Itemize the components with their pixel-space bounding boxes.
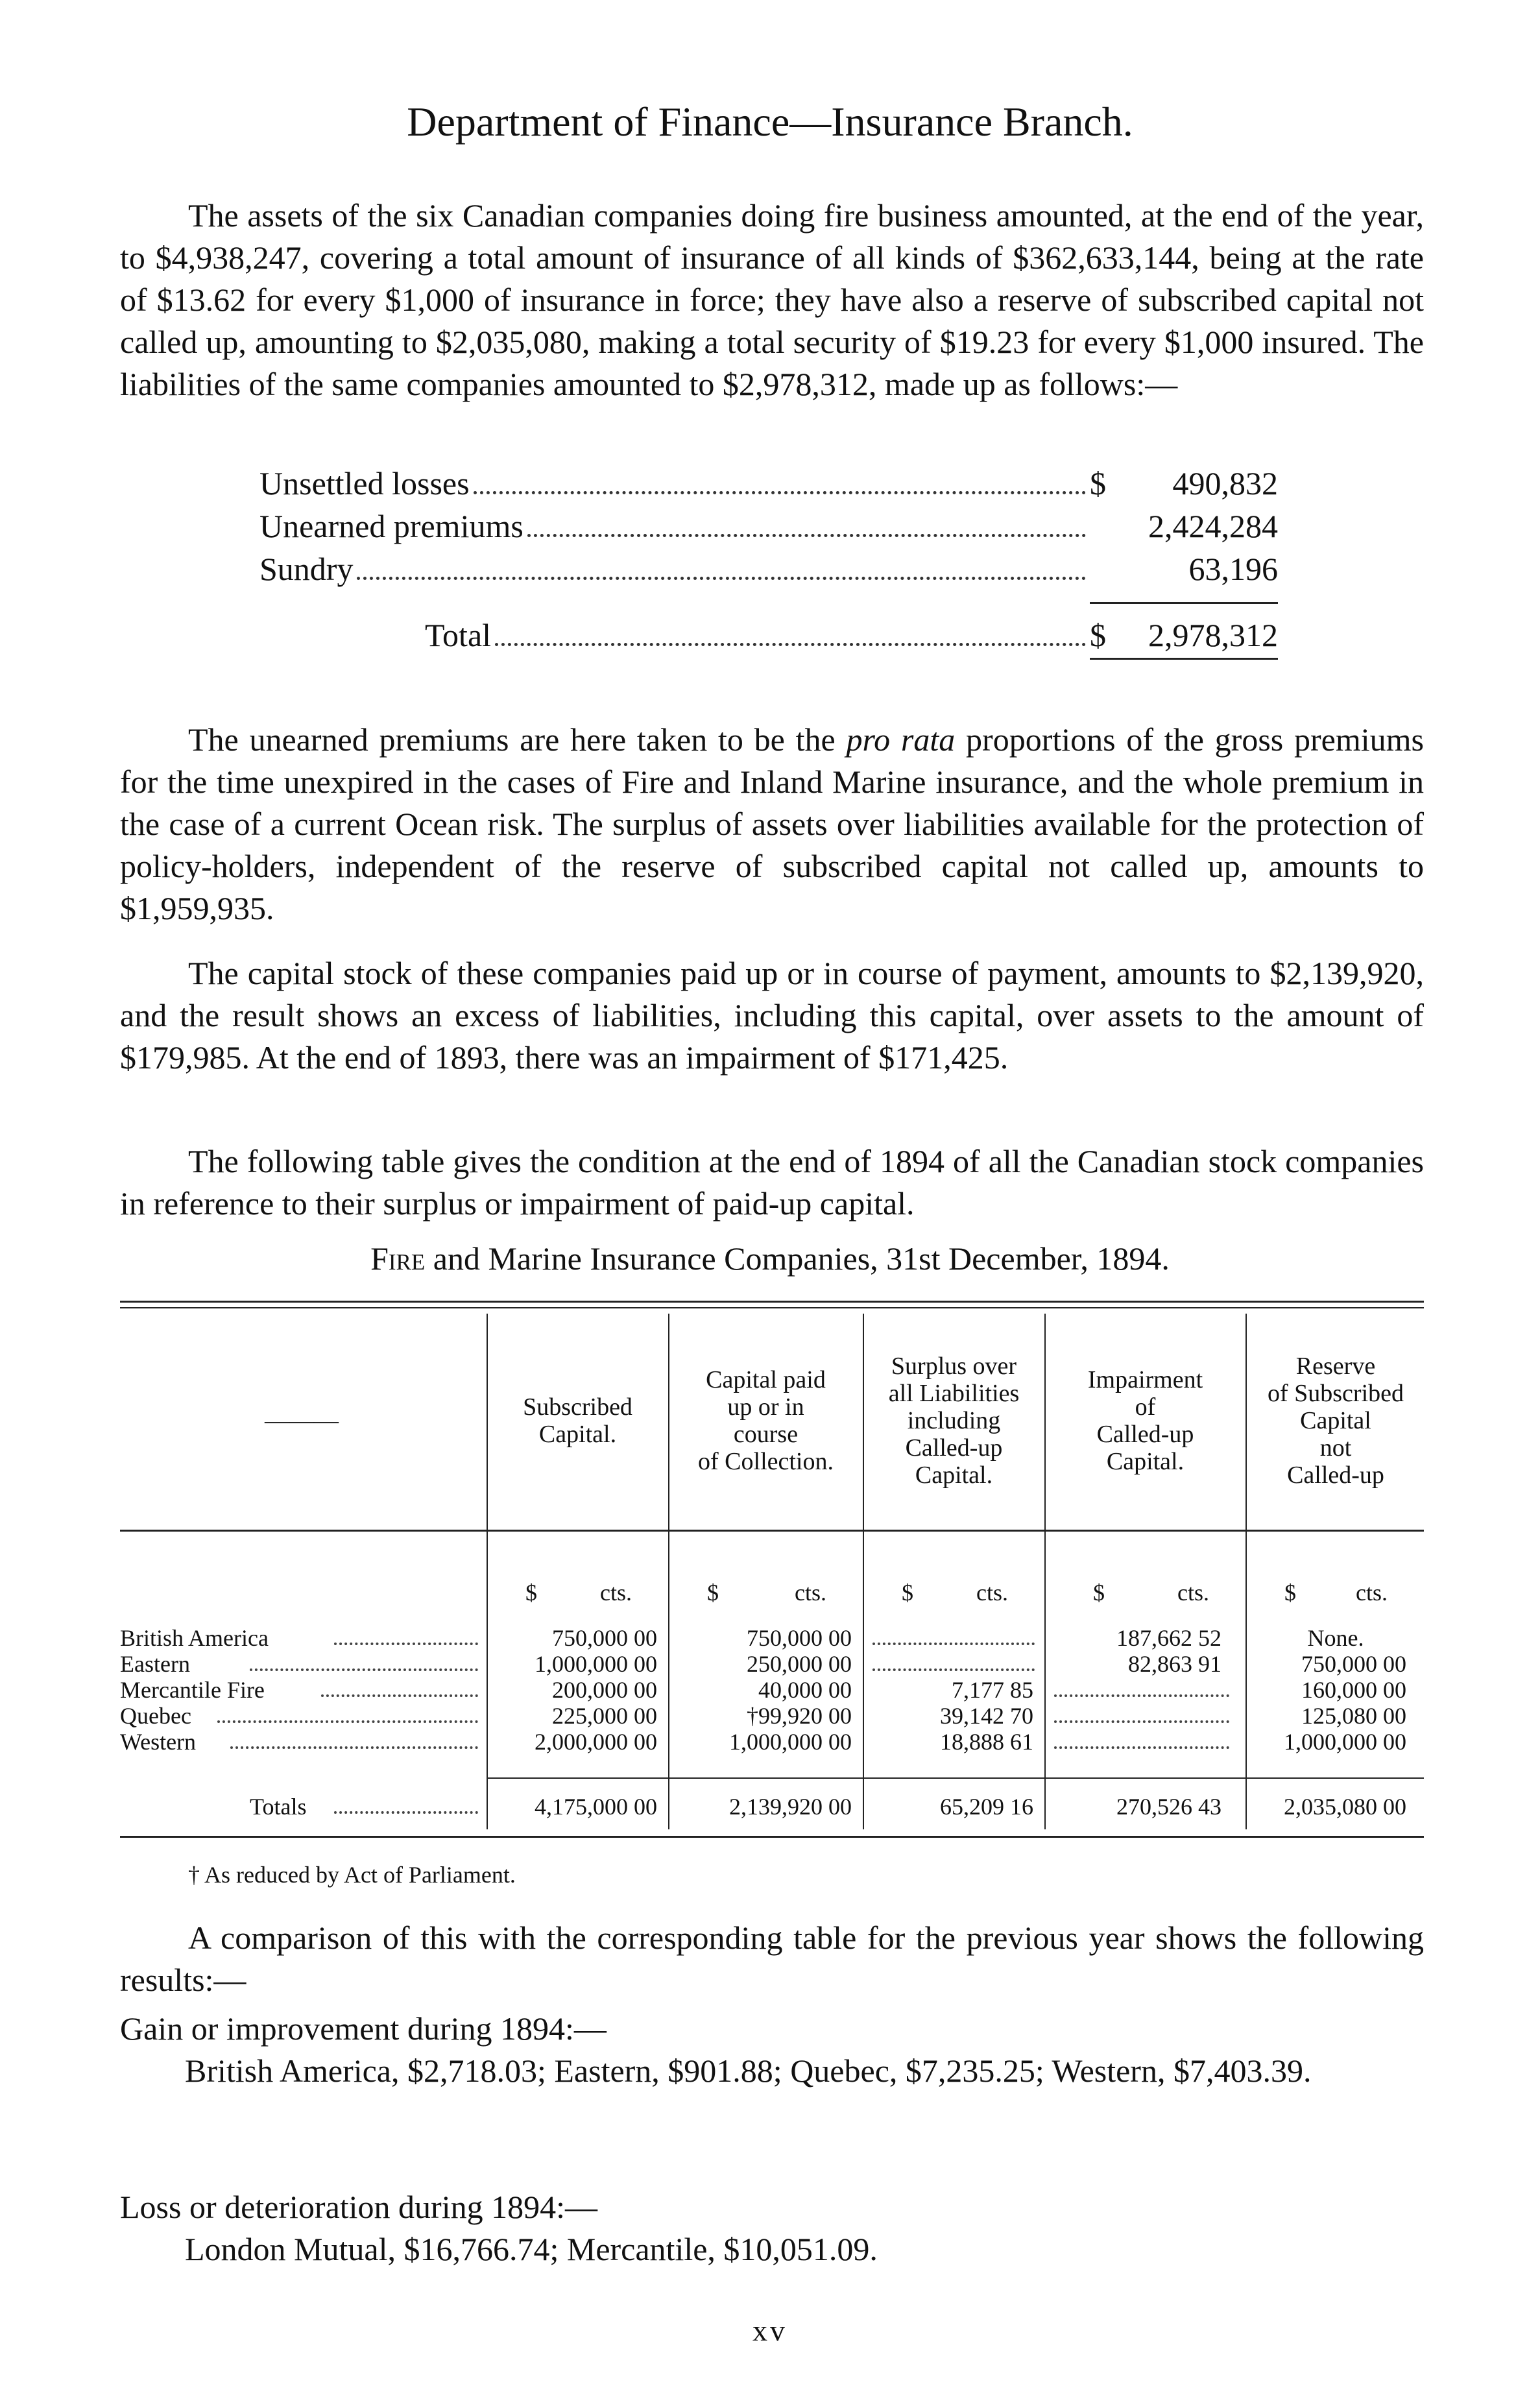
unit-cents: cts. xyxy=(600,1580,632,1606)
caption-smallcaps: Fire xyxy=(370,1240,426,1277)
paragraph-comparison xyxy=(120,1917,1424,2001)
total-subscribed: 4,175,000 00 xyxy=(535,1794,657,1820)
total-surplus: 65,209 16 xyxy=(940,1794,1033,1820)
company-name: Western xyxy=(120,1729,197,1755)
total-rule xyxy=(1090,658,1278,660)
cell-paid: 40,000 00 xyxy=(758,1677,852,1703)
column-divider xyxy=(1245,1314,1247,1829)
liability-row xyxy=(259,462,1278,505)
cell-subscribed: 200,000 00 xyxy=(552,1677,657,1703)
liability-label: Unearned premiums xyxy=(259,508,523,544)
dot-leader xyxy=(495,643,1086,646)
italic-phrase: pro rata xyxy=(846,721,956,758)
unit-dollar: $ xyxy=(1093,1580,1105,1606)
paragraph-table-intro xyxy=(120,1140,1424,1225)
liability-total-row xyxy=(259,614,1278,656)
cell-surplus: 7,177 85 xyxy=(952,1677,1033,1703)
company-name: Quebec xyxy=(120,1703,191,1729)
unit-cents: cts. xyxy=(1356,1580,1388,1606)
empty-cell-dots xyxy=(872,1643,1035,1645)
cell-impairment: 187,662 52 xyxy=(1116,1625,1221,1651)
cell-reserve: 125,080 00 xyxy=(1301,1703,1406,1729)
gain-text: British America, $2,718.03; Eastern, $901.88; Quebec, $7,235.25; Western, $7,403.39. xyxy=(185,2053,1312,2089)
unit-dollar: $ xyxy=(525,1580,537,1606)
table-top-rule xyxy=(120,1301,1424,1303)
column-divider xyxy=(1044,1314,1046,1829)
totals-label: Totals xyxy=(250,1794,307,1820)
paragraph-assets-text: The assets of the six Canadian companies doing fire business amounted, at the end of the year, to $4,938,247, covering a total amount of insurance of all kinds of $362,633,144, being at the rate of $13.62 for every $1,000 of insurance in force; they have also a reserve of subscribed capital not called up, amounting to $2,035,080, making a total security of $19.23 for every $1,000 insured. The liabilities of the same companies amounted to $2,978,312, made up as follows:— xyxy=(120,197,1424,402)
header-rule xyxy=(120,1530,1424,1532)
dot-leader xyxy=(527,534,1086,537)
caption-rest: and Marine Insurance Companies, 31st December, 1894. xyxy=(425,1240,1170,1277)
paragraph-premiums-text-a: The unearned premiums are here taken to be the xyxy=(188,721,847,758)
column-divider xyxy=(668,1314,669,1829)
cell-subscribed: 750,000 00 xyxy=(552,1625,657,1651)
header-blank: ——— xyxy=(265,1407,339,1434)
header-impairment: Impairment of Called-up Capital. xyxy=(1087,1366,1203,1475)
cell-paid: 750,000 00 xyxy=(747,1625,852,1651)
paragraph-capital xyxy=(120,952,1424,1079)
empty-cell-dots xyxy=(1054,1746,1229,1749)
paragraph-capital-text: The capital stock of these companies paid up or in course of payment, amounts to $2,139,920, and the result shows an excess of liabilities, including this capital, over assets to the amount of $179,985. At the end of 1893, there was an impairment of $171,425. xyxy=(120,955,1424,1076)
cell-paid: †99,920 00 xyxy=(747,1703,852,1729)
cell-reserve: None. xyxy=(1307,1625,1364,1651)
column-divider xyxy=(863,1314,864,1829)
header-reserve: Reserve of Subscribed Capital not Called-up xyxy=(1267,1353,1404,1489)
loss-heading: Loss or deterioration during 1894:— xyxy=(120,2189,597,2225)
cell-impairment: 82,863 91 xyxy=(1128,1651,1221,1677)
dot-leader xyxy=(334,1643,478,1645)
liability-total-amount: 2,978,312 xyxy=(1148,617,1278,653)
liability-row xyxy=(259,548,1278,590)
header-paid: Capital paid up or in course of Collection. xyxy=(698,1366,834,1475)
unit-cents: cts. xyxy=(976,1580,1008,1606)
cell-surplus: 18,888 61 xyxy=(940,1729,1033,1755)
empty-cell-dots xyxy=(1054,1720,1229,1723)
loss-section xyxy=(120,2186,1424,2270)
header-surplus: Surplus over all Liabilities including Called-up Capital. xyxy=(888,1353,1020,1489)
liability-amount: 63,196 xyxy=(1188,551,1278,587)
dot-leader xyxy=(250,1668,478,1671)
gain-section xyxy=(120,2008,1424,2092)
dot-leader xyxy=(474,491,1086,494)
table-caption xyxy=(0,1239,1540,1278)
loss-text: London Mutual, $16,766.74; Mercantile, $10,051.09. xyxy=(185,2231,878,2267)
total-rule xyxy=(1090,602,1278,604)
page-number: xv xyxy=(752,2314,788,2347)
currency-symbol: $ xyxy=(1090,617,1106,653)
page-heading: Department of Finance—Insurance Branch. xyxy=(407,99,1133,145)
empty-cell-dots xyxy=(1054,1694,1229,1697)
currency-symbol: $ xyxy=(1090,465,1106,501)
cell-subscribed: 1,000,000 00 xyxy=(535,1651,657,1677)
cell-paid: 250,000 00 xyxy=(747,1651,852,1677)
dot-leader xyxy=(321,1694,478,1697)
unit-dollar: $ xyxy=(902,1580,913,1606)
company-name: Eastern xyxy=(120,1651,190,1677)
total-impairment: 270,526 43 xyxy=(1116,1794,1221,1820)
paragraph-premiums xyxy=(120,719,1424,930)
paragraph-comparison-text: A comparison of this with the corresponding table for the previous year shows the following results:— xyxy=(120,1920,1424,1998)
total-reserve: 2,035,080 00 xyxy=(1284,1794,1406,1820)
dot-leader xyxy=(357,577,1086,580)
liability-row xyxy=(259,505,1278,548)
paragraph-assets xyxy=(120,195,1424,405)
cell-surplus: 39,142 70 xyxy=(940,1703,1033,1729)
liability-total-label: Total xyxy=(425,617,492,653)
column-divider xyxy=(487,1314,488,1829)
liability-amount: 2,424,284 xyxy=(1148,508,1278,544)
liability-label: Unsettled losses xyxy=(259,465,470,501)
cell-paid: 1,000,000 00 xyxy=(729,1729,852,1755)
total-paid: 2,139,920 00 xyxy=(729,1794,852,1820)
paragraph-table-intro-text: The following table gives the condition at the end of 1894 of all the Canadian stock companies in reference to their surplus or impairment of paid-up capital. xyxy=(120,1143,1424,1222)
totals-rule xyxy=(487,1777,1424,1779)
cell-subscribed: 2,000,000 00 xyxy=(535,1729,657,1755)
empty-cell-dots xyxy=(872,1668,1035,1671)
dot-leader xyxy=(230,1746,478,1749)
paragraph-premiums-text-b: proportions of the gross premiums for the time unexpired in the cases of Fire and Inland Marine insurance, and the whole premium in the case of a current Ocean risk. The surplus of assets over liabilities available for the protection of policy-holders, independent of the reserve of subscribed capital not called up, amounts to $1,959,935. xyxy=(120,721,1425,926)
unit-dollar: $ xyxy=(707,1580,719,1606)
table-top-rule xyxy=(120,1307,1424,1308)
table-footnote: † As reduced by Act of Parliament. xyxy=(188,1862,516,1888)
cell-reserve: 1,000,000 00 xyxy=(1284,1729,1406,1755)
unit-cents: cts. xyxy=(795,1580,826,1606)
gain-heading: Gain or improvement during 1894:— xyxy=(120,2010,607,2047)
cell-reserve: 750,000 00 xyxy=(1301,1651,1406,1677)
unit-dollar: $ xyxy=(1284,1580,1296,1606)
company-name: British America xyxy=(120,1625,269,1651)
company-name: Mercantile Fire xyxy=(120,1677,265,1703)
cell-subscribed: 225,000 00 xyxy=(552,1703,657,1729)
header-subscribed: Subscribed Capital. xyxy=(523,1393,632,1448)
liability-label: Sundry xyxy=(259,551,354,587)
liability-amount: 490,832 xyxy=(1172,465,1278,501)
unit-cents: cts. xyxy=(1177,1580,1209,1606)
dot-leader xyxy=(217,1720,478,1723)
dot-leader xyxy=(334,1811,478,1814)
table-bottom-rule xyxy=(120,1836,1424,1838)
cell-reserve: 160,000 00 xyxy=(1301,1677,1406,1703)
liabilities-list xyxy=(259,462,1278,662)
